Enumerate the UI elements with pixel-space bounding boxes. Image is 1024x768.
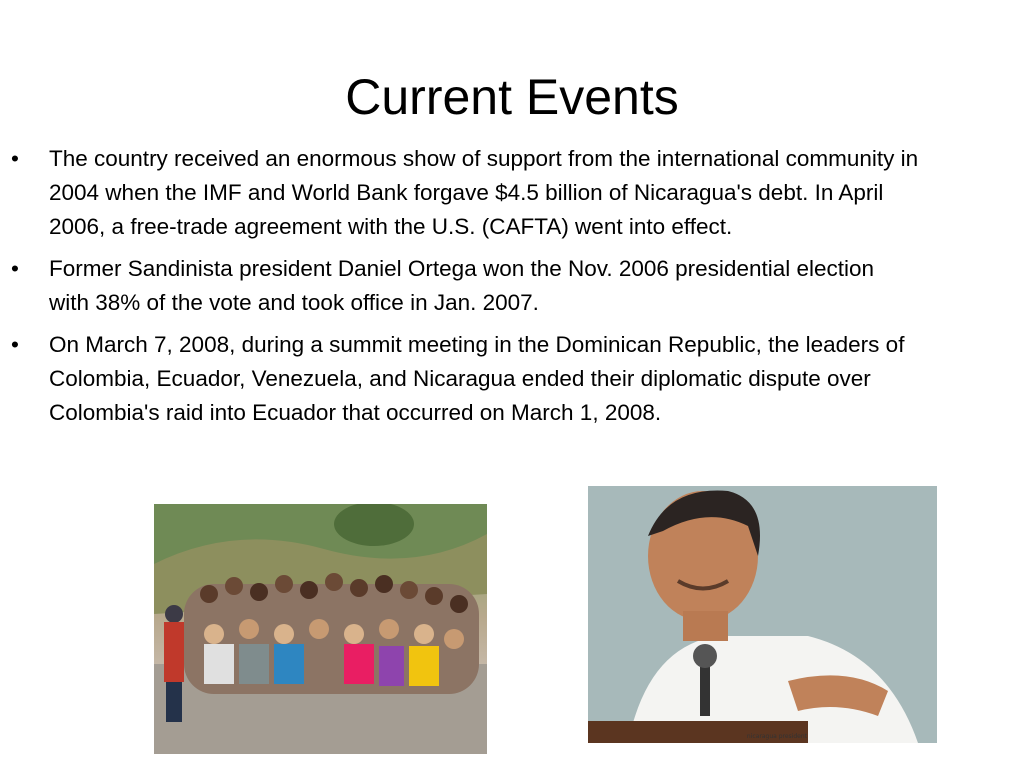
bullet-text: Former Sandinista president Daniel Ortega won the Nov. 2006 presidential election with 38% of the vote and took office in Jan. 2007. — [49, 256, 875, 315]
group-photo-illustration — [154, 504, 487, 754]
group-photo — [154, 504, 487, 754]
bullet-list — [0, 142, 1024, 438]
bullet-marker: • — [11, 146, 19, 171]
portrait-illustration — [588, 486, 937, 743]
bullet-marker: • — [11, 256, 19, 281]
bullet-text: On March 7, 2008, during a summit meeting in the Dominican Republic, the leaders of Colombia, Ecuador, Venezuela, and Nicaragua ended their diplomatic dispute over Colombia's raid into Ecuador that occurred on March 1, 2008. — [49, 332, 905, 425]
bullet-item — [0, 142, 919, 244]
bullet-item — [0, 252, 919, 320]
slide-title: Current Events — [345, 69, 679, 125]
bullet-marker: • — [11, 332, 19, 357]
ortega-photo — [588, 486, 937, 743]
bullet-item — [0, 328, 919, 430]
photo-caption: nicaragua president — [746, 733, 807, 740]
bullet-text: The country received an enormous show of support from the international community in 2004 when the IMF and World Bank forgave $4.5 billion of Nicaragua's debt. In April 2006, a free-trade agreement with the U.S. (CAFTA) went into effect. — [49, 146, 919, 239]
